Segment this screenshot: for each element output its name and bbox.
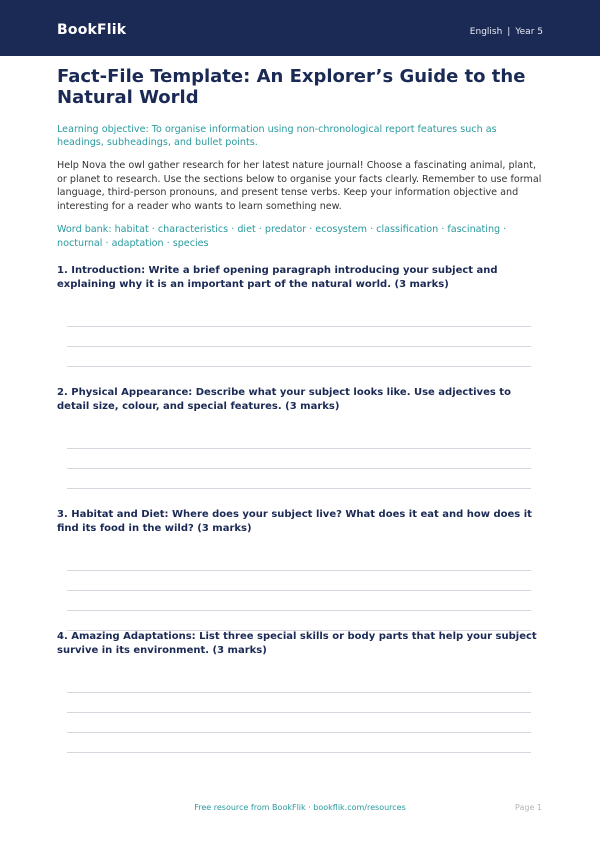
page-number: Page 1 [515,803,542,812]
answer-line[interactable] [67,468,531,469]
answer-line[interactable] [67,590,531,591]
question-4-text [57,630,543,658]
answer-line[interactable] [67,712,531,713]
question-3-number: 3. [57,509,68,520]
question-3-prompt: Habitat and Diet: Where does your subject live? What does it eat and how does it find its food in the wild? (3 marks) [57,509,532,534]
question-2-prompt: Physical Appearance: Describe what your subject looks like. Use adjectives to detail size, colour, and special features. (3 marks) [57,387,511,412]
answer-line[interactable] [67,732,531,733]
question-4 [57,630,543,658]
brand-logo-text: BookFlik [57,22,127,38]
subject-year-meta [470,27,543,37]
answer-line[interactable] [67,692,531,693]
subject-label: English [469,27,503,37]
question-2-text [57,386,543,414]
answer-line[interactable] [67,610,531,611]
word-bank: Word bank: habitat · characteristics · diet · predator · ecosystem · classification · fascinating · nocturnal · adaptation · species [57,224,507,249]
question-4-prompt: Amazing Adaptations: List three special skills or body parts that help your subject survive in its environment. (3 marks) [57,631,537,656]
answer-line[interactable] [67,326,531,327]
question-2 [57,386,543,414]
answer-line[interactable] [67,366,531,367]
page-title: Fact-File Template: An Explorer’s Guide to the Natural World [57,66,526,108]
question-3-text [57,508,543,536]
question-1-number: 1. [57,265,68,276]
question-1-text [57,264,543,292]
meta-separator: | [507,27,511,37]
answer-line[interactable] [67,346,531,347]
question-1 [57,264,543,292]
question-1-prompt: Introduction: Write a brief opening paragraph introducing your subject and explaining why it is an important part of the natural world. (3 marks) [57,265,498,290]
question-3 [57,508,543,536]
question-2-number: 2. [57,387,68,398]
question-4-number: 4. [57,631,68,642]
footer-credit: Free resource from BookFlik · bookflik.com/resources [194,803,406,812]
year-label: Year 5 [515,27,543,37]
answer-line[interactable] [67,448,531,449]
learning-objective: Learning objective: To organise information using non-chronological report features such as headings, subheadings, and bullet points. [57,124,497,148]
answer-line[interactable] [67,570,531,571]
answer-line[interactable] [67,752,531,753]
answer-line[interactable] [67,488,531,489]
page-header [0,0,600,56]
worksheet-intro-section [57,66,543,250]
instructions-paragraph: Help Nova the owl gather research for her latest nature journal! Choose a fascinating animal, plant, or planet to research. Use the sections below to organise your facts clearly. Remember to use formal language, third-person pronouns, and present tense verbs. Keep your information objective and interesting for a reader who wants to learn something new. [57,160,542,212]
